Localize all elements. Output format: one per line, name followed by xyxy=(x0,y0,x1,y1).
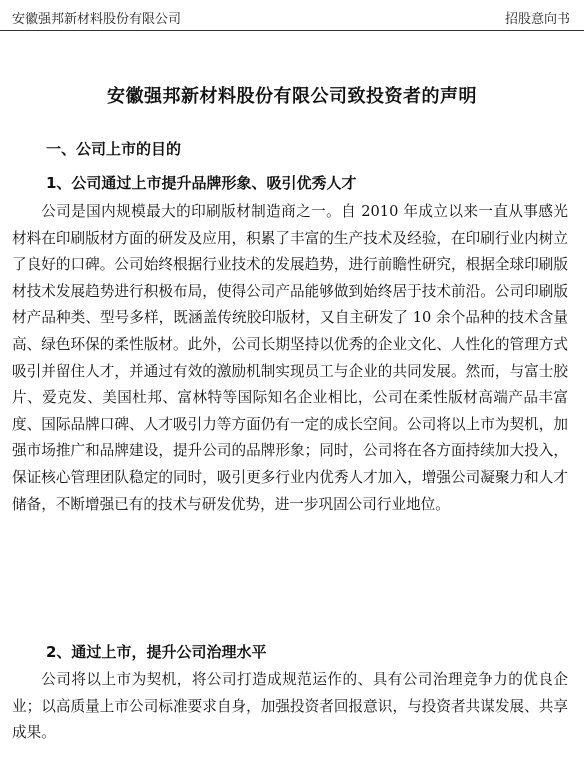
header-company-name: 安徽强邦新材料股份有限公司 xyxy=(12,12,182,27)
subsection-2-paragraph: 公司将以上市为契机，将公司打造成规范运作的、具有公司治理竞争力的优良企业；以高质量上市公司标准要求自身，加强投资者回报意识，与投资者共谋发展、共享成果。 xyxy=(12,671,568,742)
section-heading: 一、公司上市的目的 xyxy=(46,140,182,158)
page-title: 安徽强邦新材料股份有限公司致投资者的声明 xyxy=(107,86,477,107)
running-header xyxy=(0,0,584,31)
subsection-heading-1: 1、公司通过上市提升品牌形象、吸引优秀人才 xyxy=(46,174,357,192)
header-document-type: 招股意向书 xyxy=(504,12,570,27)
subsection-1-paragraph: 公司是国内规模最大的印刷版材制造商之一。自 2010 年成立以来一直从事感光材料在印刷版材方面的研发及应用，积累了丰富的生产技术及经验，在印刷行业内树立了良好的口碑。公司始终根据行业技术的发展趋势，进行前瞻性研究，根据全球印刷版材技术发展趋势进行积极布局，使得公司产品能够做到始终居于技术前沿。公司印刷版材产品种类、型号多样，既涵盖传统胶印版材，又自主研发了 10 余个品种的技术含量高、绿色环保的柔性版材。此外，公司长期坚持以优秀的企业文化、人性化的管理方式吸引并留住人才，并通过有效的激励机制实现员工与企业的共同发展。然而，与富士胶片、爱克发、美国杜邦、富林特等国际知名企业相比，公司在柔性版材高端产品丰富度、国际品牌口碑、人才吸引力等方面仍有一定的成长空间。公司将以上市为契机，加强市场推广和品牌建设，提升公司的品牌形象；同时，公司将在各方面持续加大投入，保证核心管理团队稳定的同时，吸引更多行业内优秀人才加入，增强公司凝聚力和人才储备，不断增强已有的技术与研发优势，进一步巩固公司行业地位。 xyxy=(12,203,568,513)
subsection-heading-2: 2、通过上市，提升公司治理水平 xyxy=(46,643,267,661)
